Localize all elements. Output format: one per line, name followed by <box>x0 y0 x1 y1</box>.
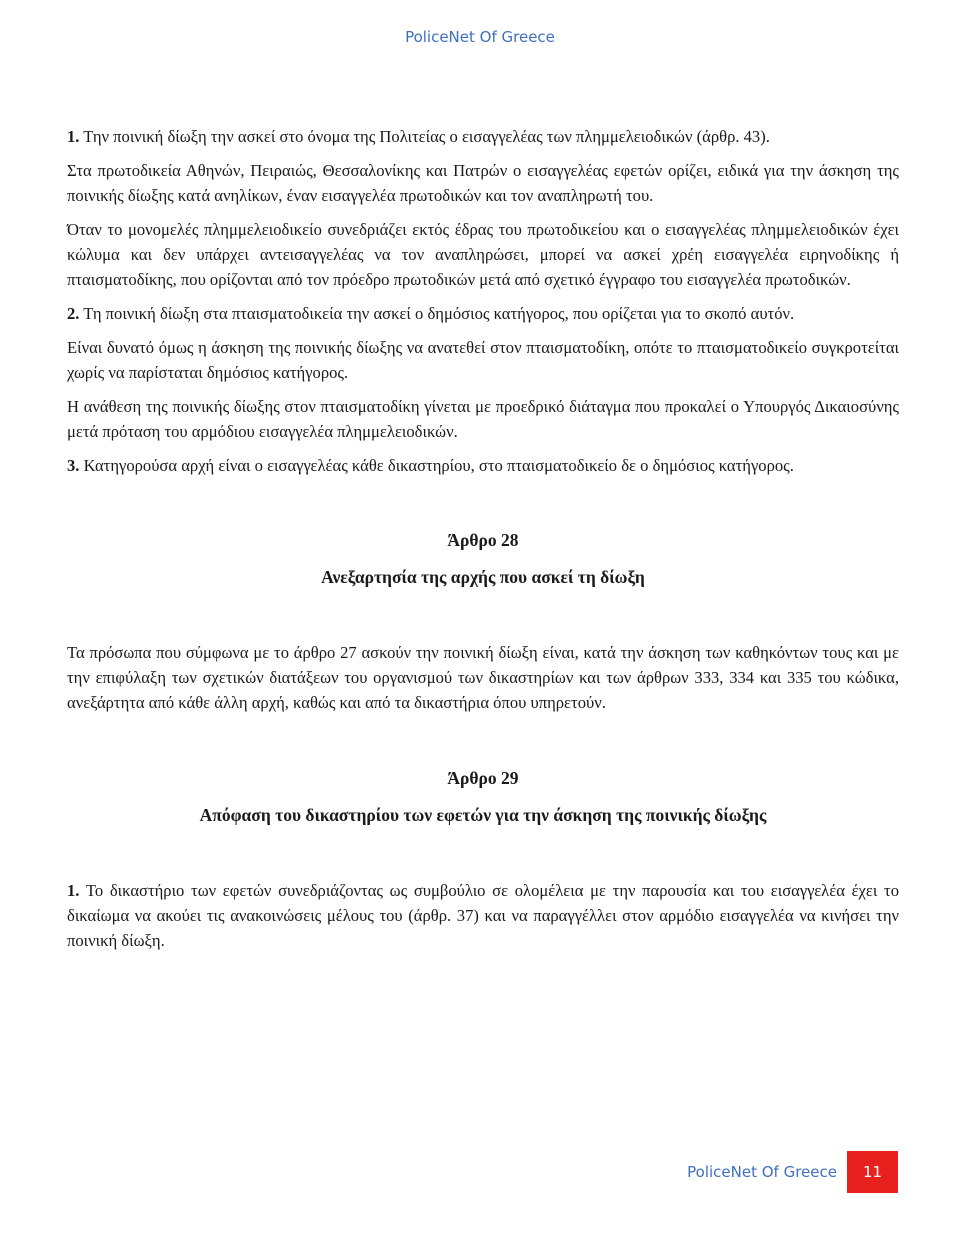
header-site-name: PoliceNet Of Greece <box>405 28 555 46</box>
paragraph-5: Είναι δυνατό όμως η άσκηση της ποινικής δίωξης να ανατεθεί στον πταισματοδίκη, οπότε το πταισματοδικείο συγκροτείται χωρίς να παρίσταται δημόσιος κατήγορος. <box>67 338 899 382</box>
document-body <box>67 124 899 953</box>
article-29-title: Απόφαση του δικαστηρίου των εφετών για την άσκηση της ποινικής δίωξης <box>199 805 767 825</box>
page-footer <box>687 1151 898 1193</box>
paragraph-2: Στα πρωτοδικεία Αθηνών, Πειραιώς, Θεσσαλονίκης και Πατρών ο εισαγγελέας εφετών ορίζει, ειδικά για την άσκηση της ποινικής δίωξης κατά ανηλίκων, έναν εισαγγελέα πρωτοδικών και τον αναπληρωτή του. <box>67 161 899 205</box>
paragraph-number: 2. <box>67 304 80 323</box>
footer-site-name: PoliceNet Of Greece <box>687 1163 837 1181</box>
article-28-heading: Άρθρο 28 <box>447 530 519 550</box>
page-number-badge: 11 <box>847 1151 898 1193</box>
paragraph-7 <box>67 453 899 478</box>
paragraph-1 <box>67 124 899 149</box>
paragraph-4 <box>67 301 899 326</box>
paragraph-text: Τη ποινική δίωξη στα πταισματοδικεία την ασκεί ο δημόσιος κατήγορος, που ορίζεται για το σκοπό αυτόν. <box>79 304 795 323</box>
article-29-heading: Άρθρο 29 <box>447 768 519 788</box>
article-28-paragraph: Τα πρόσωπα που σύμφωνα με το άρθρο 27 ασκούν την ποινική δίωξη είναι, κατά την άσκηση των καθηκόντων τους και με την επιφύλαξη των σχετικών διατάξεων του οργανισμού των δικαστηρίων και των άρθρων 333, 334 και 335 του κώδικα, ανεξάρτητα από κάθε άλλη αρχή, καθώς και από τα δικαστήρια όπου υπηρετούν. <box>67 643 899 712</box>
paragraph-6: Η ανάθεση της ποινικής δίωξης στον πταισματοδίκη γίνεται με προεδρικό διάταγμα που προκαλεί ο Υπουργός Δικαιοσύνης μετά πρόταση του αρμόδιου εισαγγελέα πλημμελειοδικών. <box>67 397 899 441</box>
page-header <box>0 28 960 46</box>
article-29-paragraph <box>67 878 899 953</box>
paragraph-text: Κατηγορούσα αρχή είναι ο εισαγγελέας κάθε δικαστηρίου, στο πταισματοδικείο δε ο δημόσιος κατήγορος. <box>79 456 794 475</box>
paragraph-number: 1. <box>67 127 80 146</box>
paragraph-number: 3. <box>67 456 80 475</box>
paragraph-number: 1. <box>67 881 80 900</box>
paragraph-text: Το δικαστήριο των εφετών συνεδριάζοντας ως συμβούλιο σε ολομέλεια με την παρουσία και του εισαγγελέα έχει το δικαίωμα να ακούει τις ανακοινώσεις μέλους του (άρθρ. 37) και να παραγγέλλει στον αρμόδιο εισαγγελέα να κινήσει την ποινική δίωξη. <box>67 881 899 950</box>
article-28-title: Ανεξαρτησία της αρχής που ασκεί τη δίωξη <box>321 567 645 587</box>
paragraph-text: Την ποινική δίωξη την ασκεί στο όνομα της Πολιτείας ο εισαγγελέας των πλημμελειοδικών (άρθρ. 43). <box>79 127 770 146</box>
paragraph-3: Όταν το μονομελές πλημμελειοδικείο συνεδριάζει εκτός έδρας του πρωτοδικείου και ο εισαγγελέας πλημμελειοδικών έχει κώλυμα και δεν υπάρχει αντεισαγγελέας να τον αναπληρώσει, μπορεί να ασκεί χρέη εισαγγελέα ειρηνοδίκης ή πταισματοδίκης, που ορίζονται από τον πρόεδρο πρωτοδικών μετά από σχετικό έγγραφο του εισαγγελέα πρωτοδικών. <box>67 220 899 289</box>
